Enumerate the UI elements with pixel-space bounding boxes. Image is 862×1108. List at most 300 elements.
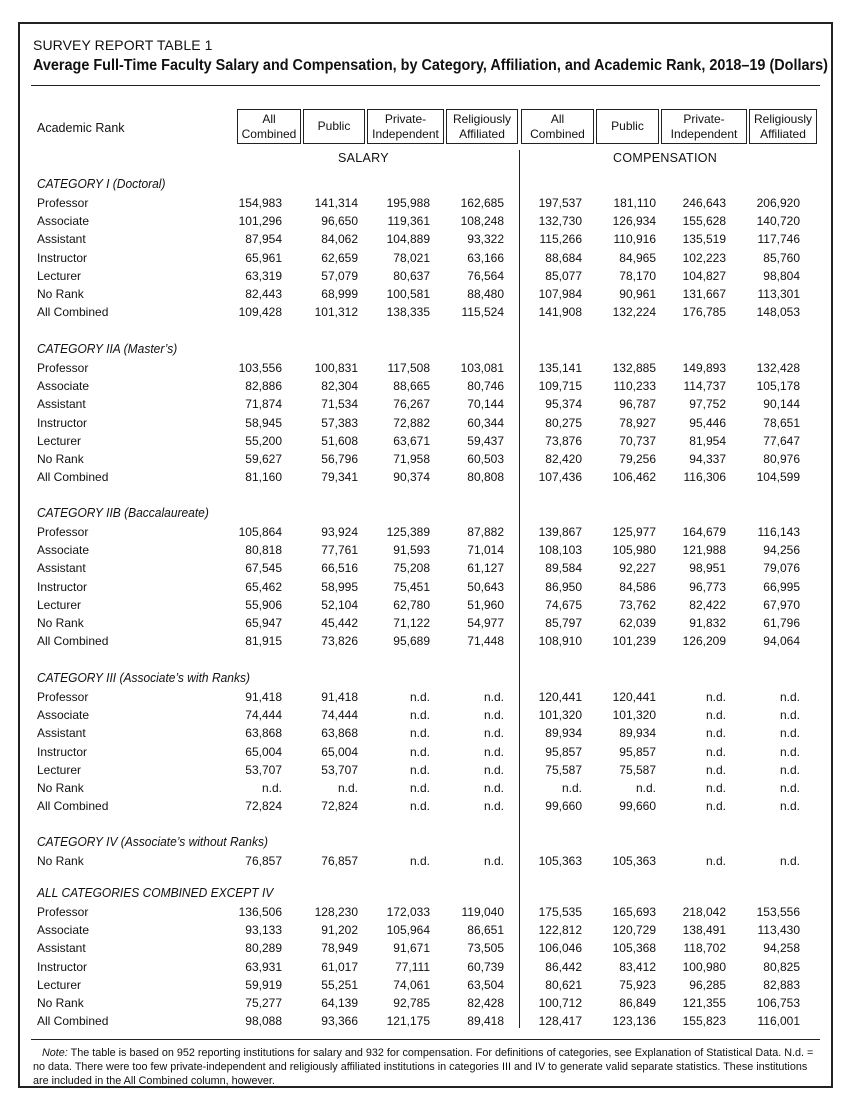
table-cell: 87,954 bbox=[245, 232, 282, 247]
table-cell: 88,665 bbox=[393, 379, 430, 394]
table-cell: 197,537 bbox=[538, 196, 582, 210]
table-cell: 109,715 bbox=[538, 379, 582, 394]
table-cell: 93,366 bbox=[321, 1014, 358, 1029]
table-cell: 78,927 bbox=[619, 415, 656, 430]
table-cell: 78,021 bbox=[393, 250, 430, 265]
table-row bbox=[20, 232, 831, 250]
table-cell: 82,886 bbox=[245, 379, 282, 394]
table-cell: 85,797 bbox=[545, 616, 582, 630]
table-row bbox=[20, 634, 831, 652]
table-cell: 59,919 bbox=[245, 977, 282, 992]
table-cell: 98,951 bbox=[689, 561, 726, 576]
table-cell: 59,627 bbox=[245, 452, 282, 466]
table-cell: 110,916 bbox=[613, 232, 656, 247]
table-cell: 91,671 bbox=[393, 941, 430, 956]
table-cell: 138,335 bbox=[386, 305, 430, 320]
table-cell: 75,587 bbox=[619, 762, 656, 777]
table-cell: 218,042 bbox=[682, 905, 726, 919]
table-row bbox=[20, 708, 831, 726]
table-cell: 66,516 bbox=[321, 561, 358, 576]
table-cell: 71,534 bbox=[321, 397, 358, 412]
table-cell: 87,882 bbox=[467, 525, 504, 539]
rank-label: Assistant bbox=[37, 561, 86, 576]
column-header-0 bbox=[237, 109, 301, 144]
table-cell: n.d. bbox=[483, 799, 504, 814]
column-header-7 bbox=[749, 109, 817, 144]
table-row bbox=[20, 416, 831, 434]
table-cell: 50,643 bbox=[467, 579, 504, 594]
table-cell: 51,960 bbox=[467, 597, 504, 612]
table-cell: 86,950 bbox=[545, 579, 582, 594]
table-cell: 55,251 bbox=[321, 977, 358, 992]
table-cell: 123,136 bbox=[612, 1014, 656, 1029]
table-cell: 80,289 bbox=[245, 941, 282, 956]
column-header-5 bbox=[596, 109, 659, 144]
column-header-line1: All bbox=[262, 111, 276, 126]
table-cell: 91,593 bbox=[393, 543, 430, 558]
table-cell: 78,170 bbox=[619, 268, 656, 283]
table-cell: 59,437 bbox=[467, 433, 504, 448]
table-cell: n.d. bbox=[409, 781, 430, 795]
table-cell: 113,430 bbox=[757, 923, 800, 938]
table-cell: 82,422 bbox=[689, 597, 726, 612]
table-cell: 95,374 bbox=[545, 397, 582, 412]
table-cell: 135,141 bbox=[538, 361, 582, 375]
table-cell: 82,428 bbox=[467, 996, 504, 1010]
rank-label: All Combined bbox=[37, 1014, 109, 1029]
table-cell: 126,934 bbox=[612, 214, 656, 229]
table-cell: 101,239 bbox=[612, 634, 656, 649]
section-title: CATEGORY IV (Associate’s without Ranks) bbox=[37, 835, 268, 849]
table-cell: 103,556 bbox=[238, 361, 282, 375]
column-header-line1: Private- bbox=[384, 111, 427, 126]
table-cell: 80,818 bbox=[245, 543, 282, 558]
table-row bbox=[20, 745, 831, 763]
table-cell: 72,882 bbox=[393, 415, 430, 430]
column-header-2 bbox=[367, 109, 444, 144]
table-cell: 82,304 bbox=[321, 379, 358, 394]
rank-label: Assistant bbox=[37, 397, 86, 412]
table-cell: n.d. bbox=[337, 781, 358, 795]
table-cell: 119,361 bbox=[387, 214, 430, 229]
table-cell: 95,857 bbox=[545, 744, 582, 759]
table-cell: n.d. bbox=[409, 854, 430, 868]
table-cell: 79,256 bbox=[619, 452, 656, 466]
table-cell: 60,739 bbox=[467, 959, 504, 974]
table-row bbox=[20, 561, 831, 579]
table-cell: n.d. bbox=[483, 690, 504, 704]
note-lead: Note: bbox=[42, 1047, 68, 1059]
table-cell: 80,746 bbox=[467, 379, 504, 394]
rank-label: No Rank bbox=[37, 287, 84, 301]
table-cell: 77,647 bbox=[763, 433, 800, 448]
table-row bbox=[20, 196, 831, 214]
column-header-line2: Combined bbox=[530, 126, 585, 141]
table-cell: 70,737 bbox=[619, 433, 656, 448]
table-cell: 94,258 bbox=[763, 941, 800, 956]
column-header-line2: Combined bbox=[241, 126, 297, 141]
table-cell: 60,503 bbox=[467, 452, 504, 466]
table-cell: 80,808 bbox=[467, 470, 504, 485]
table-cell: 100,581 bbox=[386, 287, 430, 301]
table-row bbox=[20, 799, 831, 817]
table-cell: 109,428 bbox=[238, 305, 282, 320]
table-cell: 67,545 bbox=[245, 561, 282, 576]
table-cell: 93,322 bbox=[467, 232, 504, 247]
table-cell: 119,040 bbox=[461, 905, 504, 919]
rank-label: Instructor bbox=[37, 744, 88, 759]
table-cell: 246,643 bbox=[682, 196, 726, 210]
table-cell: 72,824 bbox=[245, 799, 282, 814]
rank-label: All Combined bbox=[37, 305, 109, 320]
table-cell: 75,208 bbox=[393, 561, 430, 576]
table-row bbox=[20, 379, 831, 397]
table-cell: 105,363 bbox=[538, 854, 582, 868]
table-row bbox=[20, 580, 831, 598]
table-cell: 89,934 bbox=[619, 726, 656, 741]
rank-label: Associate bbox=[37, 923, 90, 938]
table-cell: 105,363 bbox=[612, 854, 656, 868]
table-cell: 99,660 bbox=[619, 799, 656, 814]
section-title: CATEGORY IIB (Baccalaureate) bbox=[37, 506, 209, 520]
rank-label: Associate bbox=[37, 214, 90, 229]
table-cell: 71,448 bbox=[467, 634, 504, 649]
table-cell: n.d. bbox=[561, 781, 582, 795]
table-cell: 81,160 bbox=[245, 470, 282, 485]
table-cell: 101,296 bbox=[238, 214, 282, 229]
table-cell: 83,412 bbox=[619, 959, 656, 974]
table-cell: 76,564 bbox=[467, 268, 504, 283]
table-cell: 105,980 bbox=[612, 543, 656, 558]
table-cell: 84,062 bbox=[321, 232, 358, 247]
table-cell: 116,143 bbox=[757, 525, 800, 539]
rank-label: Lecturer bbox=[37, 597, 82, 612]
table-row bbox=[20, 305, 831, 323]
table-cell: 81,954 bbox=[689, 433, 726, 448]
column-header-line1: Public bbox=[611, 119, 644, 133]
table-cell: 80,825 bbox=[763, 959, 800, 974]
table-cell: 115,266 bbox=[539, 232, 582, 247]
rank-label: Associate bbox=[37, 379, 90, 394]
table-cell: n.d. bbox=[779, 762, 800, 777]
table-cell: 136,506 bbox=[238, 905, 282, 919]
table-cell: n.d. bbox=[409, 708, 430, 723]
table-cell: 105,368 bbox=[612, 941, 656, 956]
table-cell: n.d. bbox=[779, 799, 800, 814]
table-cell: 100,980 bbox=[682, 959, 726, 974]
table-cell: 63,868 bbox=[321, 726, 358, 741]
table-cell: n.d. bbox=[779, 690, 800, 704]
table-cell: 68,999 bbox=[321, 287, 358, 301]
table-cell: 71,874 bbox=[245, 397, 282, 412]
table-cell: 172,033 bbox=[386, 905, 430, 919]
table-row bbox=[20, 470, 831, 488]
table-row bbox=[20, 616, 831, 634]
table-cell: n.d. bbox=[409, 690, 430, 704]
column-header-4 bbox=[521, 109, 594, 144]
table-cell: n.d. bbox=[483, 854, 504, 868]
table-cell: 98,088 bbox=[245, 1014, 282, 1029]
table-row bbox=[20, 905, 831, 923]
table-cell: n.d. bbox=[483, 781, 504, 795]
table-row bbox=[20, 214, 831, 232]
table-cell: 175,535 bbox=[538, 905, 582, 919]
table-cell: 128,230 bbox=[314, 905, 358, 919]
table-cell: 65,462 bbox=[245, 579, 282, 594]
rank-label: No Rank bbox=[37, 996, 84, 1010]
table-cell: 90,374 bbox=[393, 470, 430, 485]
table-cell: 88,480 bbox=[467, 287, 504, 301]
table-cell: 103,081 bbox=[460, 361, 504, 375]
table-cell: 58,995 bbox=[321, 579, 358, 594]
rank-label: No Rank bbox=[37, 452, 84, 466]
table-cell: 96,650 bbox=[321, 214, 358, 229]
table-row bbox=[20, 269, 831, 287]
table-cell: 91,418 bbox=[245, 690, 282, 704]
column-header-line1: Private- bbox=[683, 111, 725, 126]
table-cell: 104,827 bbox=[682, 268, 726, 283]
table-cell: 164,679 bbox=[682, 525, 726, 539]
table-cell: 108,248 bbox=[460, 214, 504, 229]
table-cell: 92,785 bbox=[393, 996, 430, 1010]
table-cell: 72,824 bbox=[321, 799, 358, 814]
rank-label: No Rank bbox=[37, 781, 84, 795]
table-cell: 63,868 bbox=[245, 726, 282, 741]
table-cell: 106,046 bbox=[538, 941, 582, 956]
table-row bbox=[20, 923, 831, 941]
table-cell: 61,796 bbox=[763, 616, 800, 630]
table-cell: 98,804 bbox=[763, 268, 800, 283]
table-cell: 58,945 bbox=[245, 415, 282, 430]
table-cell: 95,689 bbox=[393, 634, 430, 649]
table-cell: 62,659 bbox=[321, 250, 358, 265]
table-cell: 66,995 bbox=[763, 579, 800, 594]
table-cell: 105,864 bbox=[238, 525, 282, 539]
table-cell: 99,660 bbox=[545, 799, 582, 814]
table-cell: 60,344 bbox=[467, 415, 504, 430]
table-row bbox=[20, 941, 831, 959]
table-cell: 140,720 bbox=[756, 214, 800, 229]
column-header-line1: All bbox=[550, 111, 565, 126]
table-cell: 74,675 bbox=[545, 597, 582, 612]
rank-label: Assistant bbox=[37, 941, 86, 956]
table-row bbox=[20, 452, 831, 470]
table-cell: 95,857 bbox=[619, 744, 656, 759]
table-cell: 132,224 bbox=[612, 305, 656, 320]
table-cell: 141,908 bbox=[538, 305, 582, 320]
table-cell: 106,462 bbox=[612, 470, 656, 485]
rank-label: Instructor bbox=[37, 415, 88, 430]
table-cell: 86,849 bbox=[619, 996, 656, 1010]
table-cell: 55,906 bbox=[245, 597, 282, 612]
rank-label: Lecturer bbox=[37, 433, 82, 448]
table-cell: 206,920 bbox=[756, 196, 800, 210]
table-cell: 55,200 bbox=[245, 433, 282, 448]
table-cell: 53,707 bbox=[245, 762, 282, 777]
table-cell: 51,608 bbox=[321, 433, 358, 448]
table-cell: 110,233 bbox=[613, 379, 656, 394]
table-cell: 128,417 bbox=[538, 1014, 582, 1029]
table-cell: 82,443 bbox=[245, 287, 282, 301]
table-cell: 89,418 bbox=[467, 1014, 504, 1029]
table-row bbox=[20, 525, 831, 543]
table-cell: 91,832 bbox=[689, 616, 726, 630]
column-header-1 bbox=[303, 109, 365, 144]
table-cell: 65,961 bbox=[245, 250, 282, 265]
table-cell: 79,076 bbox=[763, 561, 800, 576]
table-cell: 65,947 bbox=[245, 616, 282, 630]
section-title: CATEGORY IIA (Master’s) bbox=[37, 342, 178, 356]
table-cell: 100,831 bbox=[314, 361, 358, 375]
rank-label: No Rank bbox=[37, 854, 84, 868]
table-cell: 132,885 bbox=[612, 361, 656, 375]
table-cell: n.d. bbox=[705, 854, 726, 868]
table-cell: 63,931 bbox=[245, 959, 282, 974]
table-cell: 93,924 bbox=[321, 525, 358, 539]
table-cell: 63,504 bbox=[467, 977, 504, 992]
table-cell: 77,761 bbox=[321, 543, 358, 558]
table-cell: n.d. bbox=[483, 708, 504, 723]
table-cell: 108,910 bbox=[538, 634, 582, 649]
section-title: CATEGORY III (Associate’s with Ranks) bbox=[37, 671, 250, 685]
table-cell: 62,039 bbox=[619, 616, 656, 630]
table-cell: 97,752 bbox=[689, 397, 726, 412]
table-cell: 105,178 bbox=[756, 379, 800, 394]
table-cell: 71,014 bbox=[467, 543, 504, 558]
table-cell: 80,275 bbox=[545, 415, 582, 430]
rank-label: Instructor bbox=[37, 250, 88, 265]
table-cell: 62,780 bbox=[393, 597, 430, 612]
table-row bbox=[20, 1014, 831, 1032]
table-cell: 78,651 bbox=[763, 415, 800, 430]
table-cell: 74,444 bbox=[245, 708, 282, 723]
column-header-line2: Affiliated bbox=[760, 126, 806, 141]
table-row bbox=[20, 763, 831, 781]
table-cell: 73,826 bbox=[321, 634, 358, 649]
table-cell: n.d. bbox=[409, 799, 430, 814]
table-kicker: SURVEY REPORT TABLE 1 bbox=[33, 37, 213, 53]
table-cell: 84,586 bbox=[619, 579, 656, 594]
table-cell: 117,746 bbox=[757, 232, 800, 247]
table-cell: 56,796 bbox=[321, 452, 358, 466]
rank-label: Associate bbox=[37, 708, 90, 723]
table-cell: 86,651 bbox=[467, 923, 504, 938]
rank-label: Instructor bbox=[37, 959, 88, 974]
table-frame bbox=[18, 22, 833, 1088]
rank-label: All Combined bbox=[37, 799, 109, 814]
table-cell: 93,133 bbox=[245, 923, 282, 938]
table-cell: 155,823 bbox=[682, 1014, 726, 1029]
table-cell: 100,712 bbox=[538, 996, 582, 1010]
table-cell: 132,730 bbox=[538, 214, 582, 229]
table-cell: 75,451 bbox=[393, 579, 430, 594]
table-row bbox=[20, 361, 831, 379]
table-cell: 113,301 bbox=[757, 287, 800, 301]
table-cell: 118,702 bbox=[683, 941, 726, 956]
rank-label: Lecturer bbox=[37, 762, 82, 777]
table-cell: 116,306 bbox=[683, 470, 726, 485]
column-header-line2: Affiliated bbox=[459, 126, 505, 141]
table-cell: 76,857 bbox=[245, 854, 282, 868]
table-cell: 53,707 bbox=[321, 762, 358, 777]
column-header-6 bbox=[661, 109, 747, 144]
table-cell: n.d. bbox=[779, 726, 800, 741]
table-cell: 96,285 bbox=[689, 977, 726, 992]
table-cell: n.d. bbox=[779, 854, 800, 868]
table-title: Average Full-Time Faculty Salary and Compensation, by Category, Affiliation, and Academic Rank, 2018–19 (Dollars) bbox=[33, 57, 828, 74]
table-cell: 71,122 bbox=[393, 616, 430, 630]
table-cell: 73,876 bbox=[545, 433, 582, 448]
column-header-line1: Religiously bbox=[452, 111, 512, 126]
rank-label: All Combined bbox=[37, 634, 109, 649]
table-cell: 126,209 bbox=[682, 634, 726, 649]
table-row bbox=[20, 978, 831, 996]
table-cell: 71,958 bbox=[393, 452, 430, 466]
table-cell: 117,508 bbox=[387, 361, 430, 375]
table-row bbox=[20, 781, 831, 799]
table-cell: 96,787 bbox=[619, 397, 656, 412]
table-cell: 96,773 bbox=[689, 579, 726, 594]
column-header-3 bbox=[446, 109, 518, 144]
table-cell: 65,004 bbox=[321, 744, 358, 759]
table-cell: n.d. bbox=[409, 762, 430, 777]
table-cell: n.d. bbox=[635, 781, 656, 795]
table-cell: 120,441 bbox=[612, 690, 656, 704]
table-cell: n.d. bbox=[705, 762, 726, 777]
table-cell: 77,111 bbox=[395, 959, 430, 974]
table-cell: 115,524 bbox=[461, 305, 504, 320]
table-cell: 101,320 bbox=[538, 708, 582, 723]
table-cell: 79,341 bbox=[321, 470, 358, 485]
rank-label: Professor bbox=[37, 361, 89, 375]
table-row bbox=[20, 996, 831, 1014]
table-cell: 101,312 bbox=[314, 305, 358, 320]
rank-label: Professor bbox=[37, 690, 89, 704]
table-cell: 94,064 bbox=[763, 634, 800, 649]
table-cell: 61,127 bbox=[467, 561, 504, 576]
table-cell: 116,001 bbox=[757, 1014, 800, 1029]
rank-label: No Rank bbox=[37, 616, 84, 630]
table-cell: n.d. bbox=[779, 781, 800, 795]
table-cell: 75,587 bbox=[545, 762, 582, 777]
table-cell: 45,442 bbox=[321, 616, 358, 630]
table-cell: 74,061 bbox=[393, 977, 430, 992]
rank-label: Professor bbox=[37, 196, 89, 210]
table-cell: 82,420 bbox=[545, 452, 582, 466]
table-cell: 73,505 bbox=[467, 941, 504, 956]
table-cell: 73,762 bbox=[619, 597, 656, 612]
table-cell: 181,110 bbox=[613, 196, 656, 210]
table-cell: 94,337 bbox=[689, 452, 726, 466]
table-cell: 91,418 bbox=[321, 690, 358, 704]
table-cell: 104,889 bbox=[386, 232, 430, 247]
note-text: The table is based on 952 reporting institutions for salary and 932 for compensation. For definitions of categories, see Explanation of Statistical Data. N.d. = no data. There were too few private-independent and religiously affiliated institutions in categories III and IV to generate valid separate statistics. These institutions are included in the All Combined column, however. bbox=[33, 1047, 814, 1087]
table-cell: n.d. bbox=[483, 744, 504, 759]
table-cell: 114,737 bbox=[683, 379, 726, 394]
table-cell: 67,970 bbox=[763, 597, 800, 612]
table-cell: n.d. bbox=[705, 726, 726, 741]
rank-label: Assistant bbox=[37, 726, 86, 741]
table-cell: 80,976 bbox=[763, 452, 800, 466]
column-header-line1: Public bbox=[317, 119, 351, 133]
table-cell: n.d. bbox=[705, 799, 726, 814]
table-cell: 76,267 bbox=[393, 397, 430, 412]
table-row bbox=[20, 397, 831, 415]
table-cell: 176,785 bbox=[682, 305, 726, 320]
table-cell: 78,949 bbox=[321, 941, 358, 956]
table-cell: 92,227 bbox=[619, 561, 656, 576]
table-cell: 153,556 bbox=[756, 905, 800, 919]
